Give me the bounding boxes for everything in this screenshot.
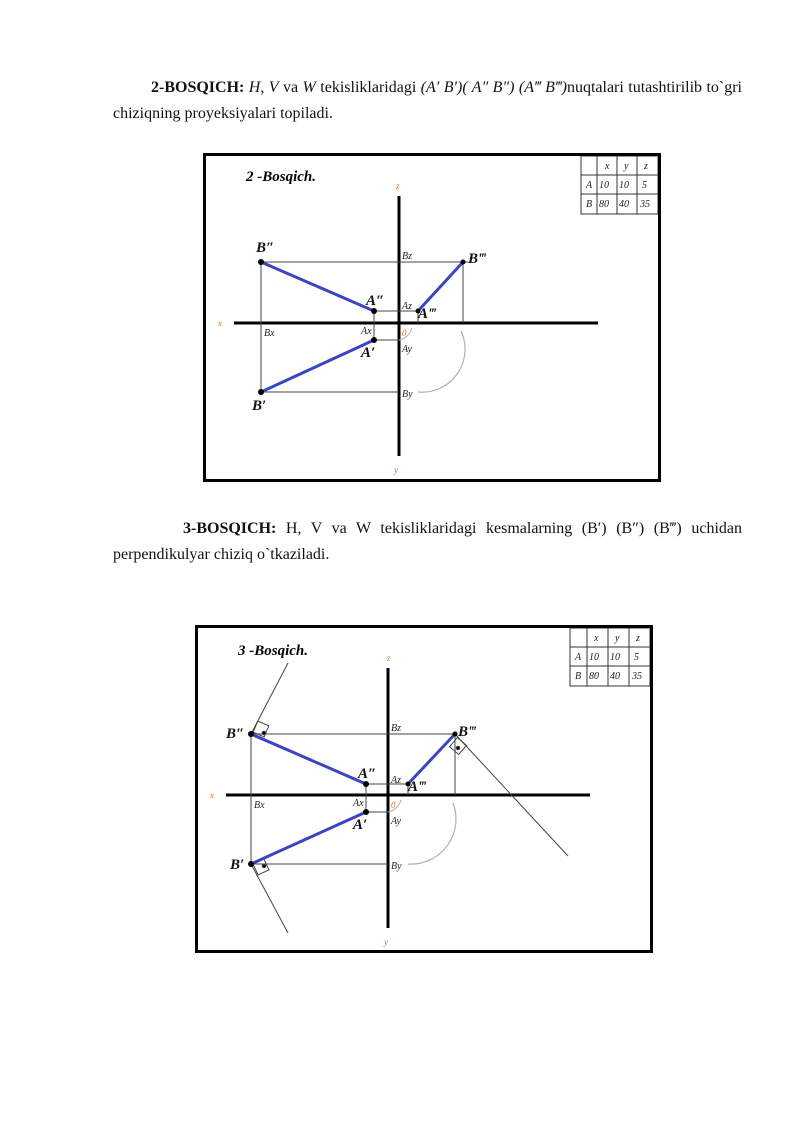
svg-text:Az: Az <box>391 775 401 786</box>
svg-text:z: z <box>396 181 400 191</box>
svg-text:Ay: Ay <box>402 344 412 355</box>
svg-text:5: 5 <box>634 652 639 663</box>
svg-text:0: 0 <box>391 800 396 810</box>
svg-text:z: z <box>644 161 648 172</box>
point-Bp <box>248 861 254 867</box>
svg-text:x: x <box>605 161 610 172</box>
svg-text:A: A <box>586 180 593 191</box>
svg-text:Az: Az <box>402 301 412 312</box>
svg-text:B′: B′ <box>252 398 267 414</box>
svg-text:Bz: Bz <box>391 723 401 734</box>
svg-text:A″: A″ <box>358 766 377 782</box>
svg-text:A′: A′ <box>353 817 368 833</box>
svg-text:By: By <box>402 389 413 400</box>
segment-frontal <box>251 734 366 784</box>
svg-text:y: y <box>394 465 398 475</box>
svg-text:B‴: B‴ <box>458 724 477 740</box>
figure-title: 3 -Bosqich. <box>238 643 309 659</box>
point-Bp <box>258 389 264 395</box>
step3-paragraph: 3-BOSQICH: H, V va W tekisliklaridagi kesmalarning (B′) (B″) (B‴) uchidan perpendikulyar chiziq o`tkaziladi. <box>113 520 742 563</box>
svg-text:z: z <box>636 633 640 644</box>
svg-text:Bz: Bz <box>402 251 412 262</box>
segment-horizontal <box>251 812 366 864</box>
segment-frontal <box>261 262 374 311</box>
svg-text:A‴: A‴ <box>408 779 427 795</box>
svg-text:x: x <box>210 790 214 800</box>
svg-text:z: z <box>387 653 391 663</box>
coordinate-table <box>581 156 658 214</box>
point-Ap <box>371 337 377 343</box>
svg-text:x: x <box>218 318 222 328</box>
svg-text:Ay: Ay <box>391 816 401 827</box>
point-Bppp <box>453 732 458 737</box>
svg-text:10: 10 <box>599 180 609 191</box>
point-Bpp <box>258 259 264 265</box>
svg-text:y: y <box>624 161 629 172</box>
svg-text:80: 80 <box>589 671 599 682</box>
svg-text:A: A <box>575 652 582 663</box>
svg-text:Ax: Ax <box>353 798 364 809</box>
svg-text:Bx: Bx <box>264 328 275 339</box>
svg-text:x: x <box>594 633 599 644</box>
svg-text:B″: B″ <box>256 240 275 256</box>
drawing-step3 <box>198 628 650 950</box>
perpendicular-lines <box>251 663 568 933</box>
figure-step3 <box>195 625 653 953</box>
svg-text:B′: B′ <box>230 857 245 873</box>
svg-text:35: 35 <box>640 199 650 210</box>
point-Bppp <box>461 260 466 265</box>
svg-text:A‴: A‴ <box>418 306 437 322</box>
svg-text:B″: B″ <box>226 726 245 742</box>
svg-text:0: 0 <box>402 328 407 338</box>
figure-title: 2 -Bosqich. <box>246 169 317 185</box>
point-Ap <box>363 809 369 815</box>
svg-text:35: 35 <box>632 671 642 682</box>
svg-text:Ax: Ax <box>361 326 372 337</box>
svg-text:A″: A″ <box>366 293 385 309</box>
point-Bpp <box>248 731 254 737</box>
svg-text:B: B <box>575 671 582 682</box>
figure-step2 <box>203 153 661 482</box>
svg-text:10: 10 <box>619 180 629 191</box>
svg-text:10: 10 <box>610 652 620 663</box>
svg-text:By: By <box>391 861 402 872</box>
segment-horizontal <box>261 340 374 392</box>
step3-heading: 3-BOSQICH: <box>183 520 277 537</box>
transfer-arc <box>408 803 456 864</box>
svg-text:y: y <box>615 633 620 644</box>
projection-pairs: (A′ B′)( A″ B″) (A‴ B‴) <box>420 79 567 96</box>
svg-text:5: 5 <box>642 180 647 191</box>
step2-heading: 2-BOSQICH: <box>151 79 245 96</box>
svg-text:40: 40 <box>619 199 629 210</box>
coordinate-table <box>570 628 650 686</box>
step2-paragraph: 2-BOSQICH: H, V va W tekisliklaridagi (A′ B′)( A″ B″) (A‴ B‴)nuqtalari tutashtirilib to`gri chiziqning proyeksiyalari topiladi. <box>113 79 743 122</box>
transfer-arc <box>418 331 465 392</box>
svg-text:80: 80 <box>599 199 609 210</box>
svg-text:Bx: Bx <box>254 800 265 811</box>
svg-text:B: B <box>586 199 593 210</box>
svg-text:y: y <box>384 937 388 947</box>
svg-text:10: 10 <box>589 652 599 663</box>
drawing-step2 <box>206 156 658 479</box>
svg-text:A′: A′ <box>361 345 376 361</box>
svg-text:40: 40 <box>610 671 620 682</box>
segment-profile <box>418 262 463 311</box>
svg-text:B‴: B‴ <box>468 251 487 267</box>
segment-profile <box>408 734 455 784</box>
